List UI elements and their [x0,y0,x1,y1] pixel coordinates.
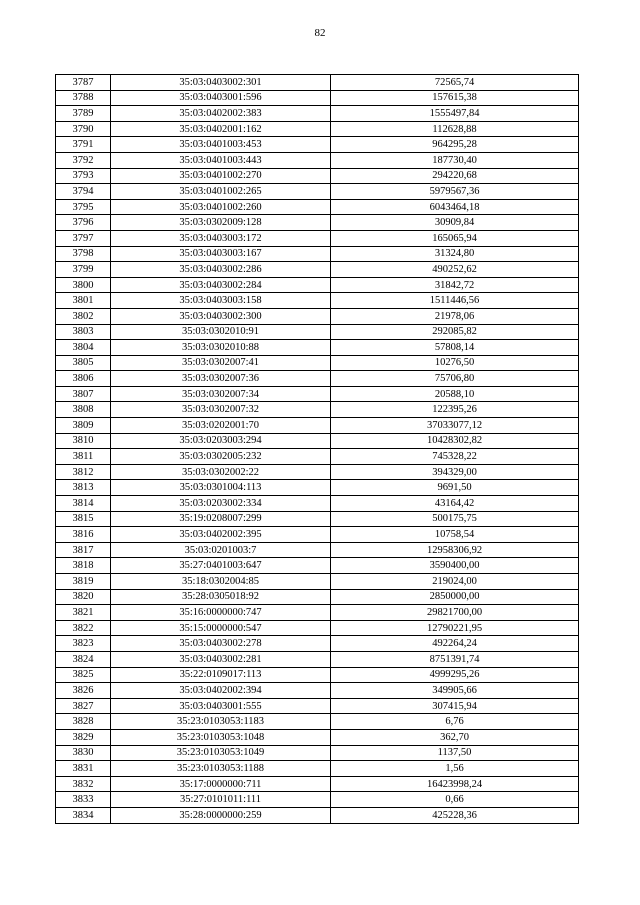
table-row [56,168,579,184]
table-row [56,402,579,418]
cadastral-number-cell: 35:03:0403002:278 [111,636,331,652]
cadastral-number-cell: 35:03:0403002:301 [111,75,331,91]
cadastral-number-cell: 35:15:0000000:547 [111,620,331,636]
table-row [56,262,579,278]
row-number-cell: 3813 [56,480,111,496]
cadastral-number-cell: 35:17:0000000:711 [111,776,331,792]
table-row [56,698,579,714]
table-row [56,527,579,543]
row-number-cell: 3798 [56,246,111,262]
cadastral-value-cell: 1511446,56 [331,293,579,309]
cadastral-number-cell: 35:03:0403003:172 [111,230,331,246]
cadastral-number-cell: 35:03:0403002:286 [111,262,331,278]
cadastral-value-cell: 3590400,00 [331,558,579,574]
cadastral-number-cell: 35:03:0203003:294 [111,433,331,449]
row-number-cell: 3823 [56,636,111,652]
table-row [56,137,579,153]
cadastral-number-cell: 35:23:0103053:1188 [111,761,331,777]
cadastral-value-cell: 1,56 [331,761,579,777]
cadastral-value-cell: 5979567,36 [331,184,579,200]
table-row [56,714,579,730]
row-number-cell: 3799 [56,262,111,278]
cadastral-value-cell: 30909,84 [331,215,579,231]
cadastral-number-cell: 35:03:0302010:88 [111,340,331,356]
cadastral-number-cell: 35:28:0000000:259 [111,807,331,823]
table-row [56,324,579,340]
cadastral-number-cell: 35:03:0401002:265 [111,184,331,200]
cadastral-number-cell: 35:23:0103053:1048 [111,729,331,745]
row-number-cell: 3819 [56,574,111,590]
table-row [56,620,579,636]
row-number-cell: 3803 [56,324,111,340]
cadastral-value-cell: 1137,50 [331,745,579,761]
table-row [56,667,579,683]
row-number-cell: 3832 [56,776,111,792]
row-number-cell: 3801 [56,293,111,309]
cadastral-number-cell: 35:03:0401002:270 [111,168,331,184]
row-number-cell: 3807 [56,386,111,402]
cadastral-value-cell: 10276,50 [331,355,579,371]
cadastral-value-cell: 362,70 [331,729,579,745]
cadastral-number-cell: 35:23:0103053:1183 [111,714,331,730]
table-row [56,386,579,402]
table-row [56,184,579,200]
cadastral-number-cell: 35:03:0201003:7 [111,542,331,558]
table-row [56,106,579,122]
table-row [56,542,579,558]
row-number-cell: 3827 [56,698,111,714]
row-number-cell: 3788 [56,90,111,106]
table-row [56,230,579,246]
cadastral-value-cell: 292085,82 [331,324,579,340]
cadastral-value-cell: 112628,88 [331,121,579,137]
cadastral-value-cell: 157615,38 [331,90,579,106]
cadastral-number-cell: 35:03:0301004:113 [111,480,331,496]
cadastral-value-cell: 8751391,74 [331,651,579,667]
cadastral-number-cell: 35:19:0208007:299 [111,511,331,527]
table-row [56,355,579,371]
row-number-cell: 3809 [56,418,111,434]
cadastral-number-cell: 35:18:0302004:85 [111,574,331,590]
row-number-cell: 3834 [56,807,111,823]
cadastral-number-cell: 35:27:0401003:647 [111,558,331,574]
cadastral-number-cell: 35:03:0402002:383 [111,106,331,122]
cadastral-number-cell: 35:03:0302009:128 [111,215,331,231]
cadastral-number-cell: 35:22:0109017:113 [111,667,331,683]
row-number-cell: 3824 [56,651,111,667]
row-number-cell: 3817 [56,542,111,558]
row-number-cell: 3793 [56,168,111,184]
cadastral-value-cell: 187730,40 [331,152,579,168]
cadastral-value-cell: 10428302,82 [331,433,579,449]
cadastral-number-cell: 35:03:0403002:281 [111,651,331,667]
row-number-cell: 3814 [56,496,111,512]
cadastral-value-cell: 165065,94 [331,230,579,246]
cadastral-value-cell: 75706,80 [331,371,579,387]
table-row [56,729,579,745]
row-number-cell: 3800 [56,277,111,293]
table-row [56,449,579,465]
cadastral-number-cell: 35:16:0000000:747 [111,605,331,621]
cadastral-value-cell: 1555497,84 [331,106,579,122]
table-row [56,246,579,262]
row-number-cell: 3808 [56,402,111,418]
table-row [56,636,579,652]
row-number-cell: 3791 [56,137,111,153]
table-row [56,433,579,449]
cadastral-number-cell: 35:03:0403003:158 [111,293,331,309]
row-number-cell: 3831 [56,761,111,777]
row-number-cell: 3810 [56,433,111,449]
cadastral-value-cell: 294220,68 [331,168,579,184]
row-number-cell: 3806 [56,371,111,387]
cadastral-number-cell: 35:03:0401003:443 [111,152,331,168]
cadastral-value-cell: 490252,62 [331,262,579,278]
cadastral-value-cell: 219024,00 [331,574,579,590]
row-number-cell: 3828 [56,714,111,730]
row-number-cell: 3833 [56,792,111,808]
cadastral-number-cell: 35:03:0202001:70 [111,418,331,434]
row-number-cell: 3805 [56,355,111,371]
cadastral-number-cell: 35:03:0403001:596 [111,90,331,106]
row-number-cell: 3787 [56,75,111,91]
cadastral-number-cell: 35:03:0403002:284 [111,277,331,293]
cadastral-number-cell: 35:03:0302007:36 [111,371,331,387]
table-body [56,75,579,824]
row-number-cell: 3790 [56,121,111,137]
row-number-cell: 3825 [56,667,111,683]
cadastral-value-cell: 57808,14 [331,340,579,356]
row-number-cell: 3797 [56,230,111,246]
table-row [56,371,579,387]
cadastral-value-cell: 20588,10 [331,386,579,402]
cadastral-number-cell: 35:28:0305018:92 [111,589,331,605]
table-row [56,651,579,667]
table-row [56,90,579,106]
table-row [56,745,579,761]
table-row [56,511,579,527]
cadastral-value-cell: 31842,72 [331,277,579,293]
cadastral-value-cell: 122395,26 [331,402,579,418]
table-row [56,152,579,168]
row-number-cell: 3794 [56,184,111,200]
cadastral-value-cell: 37033077,12 [331,418,579,434]
cadastral-number-cell: 35:23:0103053:1049 [111,745,331,761]
table-row [56,75,579,91]
table-row [56,683,579,699]
row-number-cell: 3830 [56,745,111,761]
cadastral-number-cell: 35:27:0101011:111 [111,792,331,808]
cadastral-number-cell: 35:03:0302010:91 [111,324,331,340]
cadastral-value-cell: 10758,54 [331,527,579,543]
row-number-cell: 3792 [56,152,111,168]
cadastral-value-cell: 12958306,92 [331,542,579,558]
table-row [56,792,579,808]
cadastral-number-cell: 35:03:0403003:167 [111,246,331,262]
cadastral-value-cell: 307415,94 [331,698,579,714]
table-row [56,277,579,293]
row-number-cell: 3816 [56,527,111,543]
page-number: 82 [314,27,326,39]
cadastral-number-cell: 35:03:0203002:334 [111,496,331,512]
cadastral-number-cell: 35:03:0402001:162 [111,121,331,137]
row-number-cell: 3815 [56,511,111,527]
cadastral-number-cell: 35:03:0302007:34 [111,386,331,402]
table-row [56,121,579,137]
row-number-cell: 3795 [56,199,111,215]
row-number-cell: 3822 [56,620,111,636]
row-number-cell: 3826 [56,683,111,699]
table-row [56,761,579,777]
row-number-cell: 3829 [56,729,111,745]
cadastral-number-cell: 35:03:0402002:394 [111,683,331,699]
cadastral-value-cell: 6043464,18 [331,199,579,215]
cadastral-value-cell: 29821700,00 [331,605,579,621]
cadastral-value-cell: 500175,75 [331,511,579,527]
table-row [56,199,579,215]
row-number-cell: 3789 [56,106,111,122]
table-row [56,776,579,792]
row-number-cell: 3811 [56,449,111,465]
cadastral-value-cell: 4999295,26 [331,667,579,683]
cadastral-value-cell: 964295,28 [331,137,579,153]
cadastral-number-cell: 35:03:0401002:260 [111,199,331,215]
cadastral-number-cell: 35:03:0302005:232 [111,449,331,465]
table-row [56,215,579,231]
cadastral-value-cell: 394329,00 [331,464,579,480]
table-row [56,308,579,324]
cadastral-value-cell: 43164,42 [331,496,579,512]
row-number-cell: 3804 [56,340,111,356]
cadastral-number-cell: 35:03:0403002:300 [111,308,331,324]
cadastral-value-cell: 492264,24 [331,636,579,652]
cadastral-value-cell: 21978,06 [331,308,579,324]
table-row [56,605,579,621]
table-row [56,464,579,480]
cadastral-value-cell: 425228,36 [331,807,579,823]
table-row [56,558,579,574]
row-number-cell: 3802 [56,308,111,324]
table-row [56,589,579,605]
table-row [56,574,579,590]
cadastral-value-table [55,74,579,824]
table-row [56,340,579,356]
row-number-cell: 3812 [56,464,111,480]
cadastral-value-cell: 9691,50 [331,480,579,496]
row-number-cell: 3821 [56,605,111,621]
cadastral-value-cell: 2850000,00 [331,589,579,605]
table-row [56,418,579,434]
cadastral-value-cell: 72565,74 [331,75,579,91]
table-row [56,480,579,496]
cadastral-value-cell: 0,66 [331,792,579,808]
cadastral-value-cell: 745328,22 [331,449,579,465]
row-number-cell: 3818 [56,558,111,574]
cadastral-number-cell: 35:03:0403001:555 [111,698,331,714]
cadastral-number-cell: 35:03:0401003:453 [111,137,331,153]
cadastral-number-cell: 35:03:0302007:41 [111,355,331,371]
cadastral-value-cell: 6,76 [331,714,579,730]
cadastral-value-cell: 16423998,24 [331,776,579,792]
table-row [56,293,579,309]
table-row [56,807,579,823]
cadastral-number-cell: 35:03:0302002:22 [111,464,331,480]
row-number-cell: 3820 [56,589,111,605]
cadastral-value-cell: 12790221,95 [331,620,579,636]
cadastral-value-cell: 31324,80 [331,246,579,262]
cadastral-value-cell: 349905,66 [331,683,579,699]
cadastral-number-cell: 35:03:0302007:32 [111,402,331,418]
row-number-cell: 3796 [56,215,111,231]
table-row [56,496,579,512]
cadastral-number-cell: 35:03:0402002:395 [111,527,331,543]
